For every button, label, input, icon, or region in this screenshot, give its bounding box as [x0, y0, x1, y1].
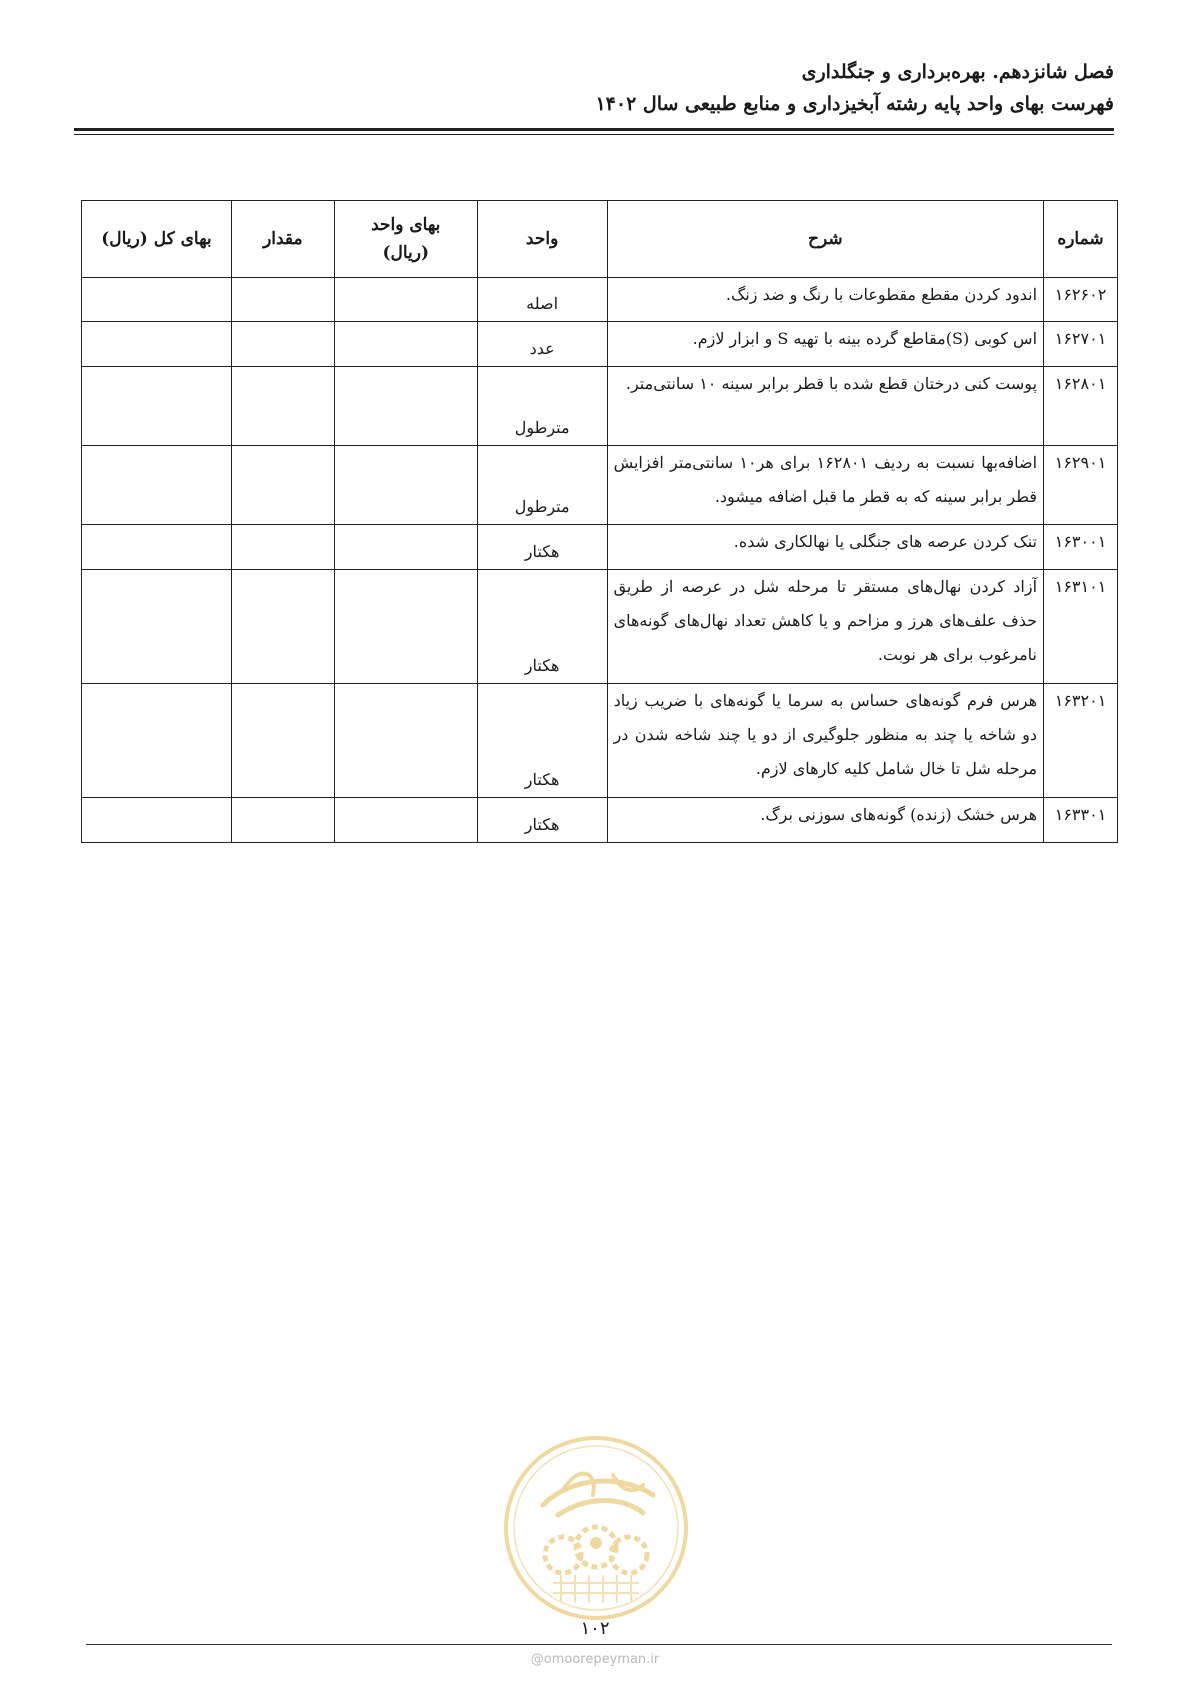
row-quantity	[231, 798, 334, 843]
header-description: شرح	[607, 201, 1043, 278]
price-list-table	[81, 200, 1118, 843]
row-unit-price	[334, 446, 477, 525]
row-total	[82, 684, 232, 798]
watermark-seal-logo	[503, 1435, 689, 1621]
row-unit: اصله	[477, 278, 607, 322]
row-number: ۱۶۳۳۰۱	[1044, 798, 1118, 843]
header-unit-price-label: بهای واحد	[371, 215, 441, 235]
row-description: اندود کردن مقطع مقطوعات با رنگ و ضد زنگ.	[607, 278, 1043, 322]
page-header	[74, 56, 1114, 120]
row-total	[82, 446, 232, 525]
row-total	[82, 322, 232, 367]
row-total	[82, 570, 232, 684]
row-description: هرس خشک (زنده) گونه‌های سوزنی برگ.	[607, 798, 1043, 843]
header-quantity: مقدار	[231, 201, 334, 278]
row-unit: هکتار	[477, 525, 607, 570]
row-unit-price	[334, 570, 477, 684]
table-row	[82, 570, 1118, 684]
page-number: ۱۰۲	[580, 1618, 610, 1639]
row-number: ۱۶۳۰۰۱	[1044, 525, 1118, 570]
table-row	[82, 525, 1118, 570]
row-quantity	[231, 446, 334, 525]
row-unit-price	[334, 322, 477, 367]
header-unit-price	[334, 201, 477, 278]
row-number: ۱۶۲۶۰۲	[1044, 278, 1118, 322]
row-total	[82, 367, 232, 446]
header-number: شماره	[1044, 201, 1118, 278]
row-number: ۱۶۳۱۰۱	[1044, 570, 1118, 684]
row-unit: مترطول	[477, 446, 607, 525]
row-description: اضافه‌بها نسبت به ردیف ۱۶۲۸۰۱ برای هر۱۰ سانتی‌متر افزایش قطر برابر سینه که به قطر ما قبل اضافه میشود.	[607, 446, 1043, 525]
header-unit-price-currency: (ریال)	[382, 243, 430, 263]
row-quantity	[231, 525, 334, 570]
table-header-row	[82, 201, 1118, 278]
row-number: ۱۶۲۹۰۱	[1044, 446, 1118, 525]
row-total	[82, 278, 232, 322]
table-row	[82, 798, 1118, 843]
row-unit-price	[334, 798, 477, 843]
row-unit: عدد	[477, 322, 607, 367]
row-unit: هکتار	[477, 684, 607, 798]
header-total-price: بهای کل (ریال)	[82, 201, 232, 278]
row-number: ۱۶۳۲۰۱	[1044, 684, 1118, 798]
table-row	[82, 684, 1118, 798]
footer-rule	[86, 1644, 1112, 1645]
row-description: آزاد کردن نهال‌های مستقر تا مرحله شل در عرصه از طریق حذف علف‌های هرز و مزاحم و یا کاهش تعداد نهال‌های گونه‌های نامرغوب برای هر نوبت.	[607, 570, 1043, 684]
row-quantity	[231, 278, 334, 322]
row-quantity	[231, 322, 334, 367]
row-quantity	[231, 570, 334, 684]
row-total	[82, 798, 232, 843]
header-unit: واحد	[477, 201, 607, 278]
row-description: اس کوبی (S)مقاطع گرده بینه با تهیه S و ابزار لازم.	[607, 322, 1043, 367]
row-number: ۱۶۲۷۰۱	[1044, 322, 1118, 367]
table-row	[82, 367, 1118, 446]
website-watermark: @omoorepeyman.ir	[530, 1652, 660, 1667]
row-unit-price	[334, 367, 477, 446]
row-unit-price	[334, 684, 477, 798]
row-unit: مترطول	[477, 367, 607, 446]
row-description: تنک کردن عرصه های جنگلی یا نهالکاری شده.	[607, 525, 1043, 570]
row-total	[82, 525, 232, 570]
table-row	[82, 278, 1118, 322]
row-unit-price	[334, 525, 477, 570]
header-rule-thin	[74, 134, 1114, 135]
document-title: فهرست بهای واحد پایه رشته آبخیزداری و منابع طبیعی سال ۱۴۰۲	[595, 93, 1114, 115]
row-quantity	[231, 684, 334, 798]
table-row	[82, 322, 1118, 367]
row-number: ۱۶۲۸۰۱	[1044, 367, 1118, 446]
table-row	[82, 446, 1118, 525]
row-unit: هکتار	[477, 570, 607, 684]
row-description: پوست کنی درختان قطع شده با قطر برابر سینه ۱۰ سانتی‌متر.	[607, 367, 1043, 446]
row-unit: هکتار	[477, 798, 607, 843]
row-unit-price	[334, 278, 477, 322]
chapter-title: فصل شانزدهم. بهره‌برداری و جنگلداری	[801, 61, 1114, 83]
row-description: هرس فرم گونه‌های حساس به سرما یا گونه‌های با ضریب زیاد دو شاخه یا چند به منظور جلوگیری از دو یا چند شاخه شدن در مرحله شل تا خال شامل کلیه کارهای لازم.	[607, 684, 1043, 798]
header-rule-thick	[74, 128, 1114, 131]
row-quantity	[231, 367, 334, 446]
